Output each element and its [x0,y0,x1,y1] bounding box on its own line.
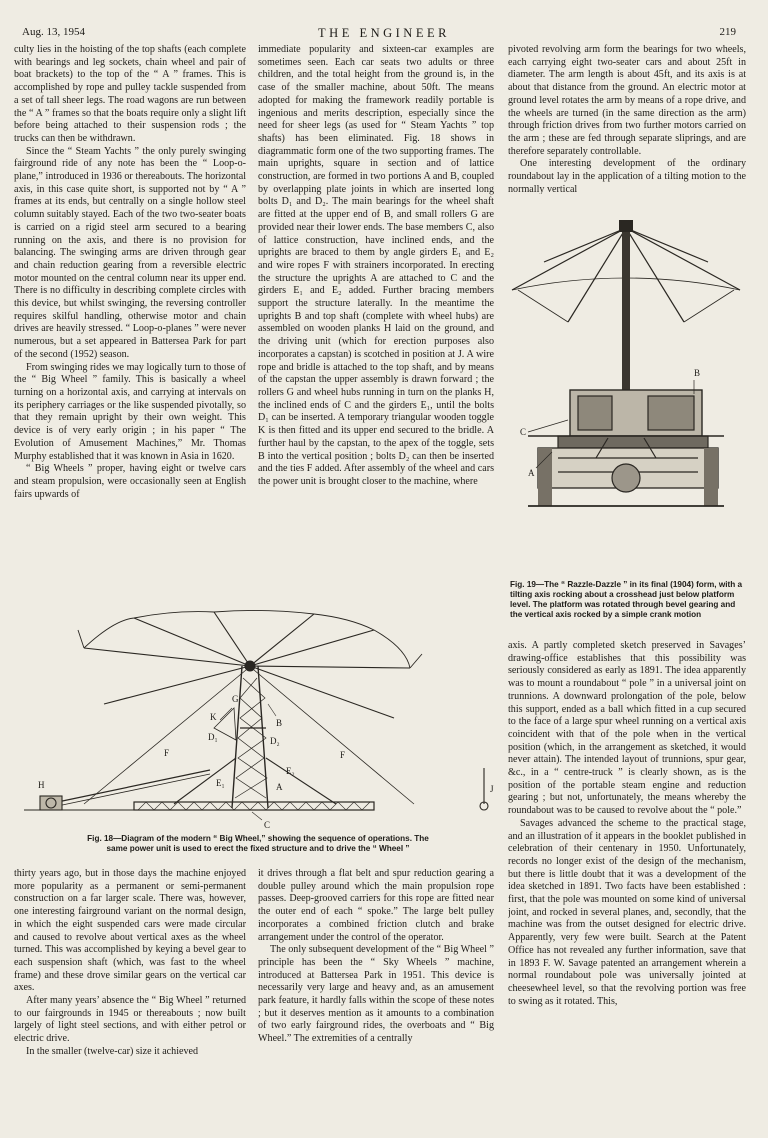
column-3-middle [508,640,746,1130]
paragraph: One interesting development of the ordinary roundabout lay in the application of a tilting motion to the normally vertical [508,158,746,194]
header-date: Aug. 13, 1954 [22,26,85,38]
paragraph: it drives through a flat belt and spur reduction gearing a double pulley around which the main propulsion rope passes. Deep-grooved carriers for this rope are fitted near the outer end of each “ spoke.” The large belt pulley incorporates a combined friction clutch and brake arrangement under the control of the operator. [258,868,494,943]
column-2-top [258,44,494,600]
fig18-caption-line-2: same power unit is used to erect the fixed structure and to drive the “ Wheel ” [106,844,410,853]
fig19-label-b: B [694,368,701,378]
fig18-label-g: G [232,694,239,704]
fig18-label-h: H [38,780,45,790]
fig19-razzle-dazzle-drawing [508,206,744,576]
paragraph: thirty years ago, but in those days the machine enjoyed more popularity as a permanent or semi-permanent construction on a far larger scale. There was, however, one interesting fairground variant on the normal design, in which the eight suspended cars were made circular and caused to revolve about vertical axes as the wheel turned. This was accomplished by keying a bevel gear to each suspension shaft (which, was fast to the wheel frame) and these drove similar gears on the vertical car axes. [14,868,246,994]
paragraph: pivoted revolving arm form the bearings for two wheels, each carrying eight two-seater cars and about 25ft in diameter. The arm length is about 45ft, and its axis is at about that distance from the ground. An electric motor at ground level rotates the arm by means of a rope drive, and the wheels are turned (in the same direction as the arm) through friction drives from two further motors carried on the arm ; these are fed through separate sliprings, and are therefore separately controllable. [508,44,746,157]
paragraph: Since the “ Steam Yachts ” the only purely swinging fairground ride of any note has been the “ Loop-o-plane,” introduced in 1936 or thereabouts. The horizontal axis, in this case quite short, is supported not by “ A ” frames at its ends, but centrally on a single hollow steel column suitably stayed. Each of the two two-seater boats is carried on a rigid steel arm secured to a bearing running on the axis, and there is no provision for balancing. The swinging arms are driven through gear and chain reduction gearing from a reversible electric motor mounted on the central column near its upper end. There is no difficulty in describing complete circles with this device, but whilst swinging, the reversing controller requires skilful handling, otherwise motor and chain drives are heavily stressed. “ Loop-o-planes ” were never numerous, but a set appeared in Battersea Park for part of the second (1952) season. [14,145,246,360]
column-2-bottom [258,868,494,1130]
fig18-caption-line-1: Fig. 18—Diagram of the modern “ Big Wheel,” showing the sequence of operations. The [87,834,429,843]
fig18-label-f1: F [164,748,170,758]
fig18-label-d1: D₁ [208,732,218,742]
fig18-label-d2: D₂ [270,736,280,746]
fig18-label-e1: E₁ [216,778,225,788]
paragraph: The only subsequent development of the “ Big Wheel ” principle has been the “ Sky Wheels ” machine, introduced at Battersea Park in 1951. This device is necessarily very large and heavy and, as an amusement park feature, it hardly falls within the scope of these notes ; but it deserves mention as it amounts to a combination of two early fairground rides, the overboats and “ Big Wheel.” The extremities of a centrally [258,944,494,1045]
fig18-label-a: A [276,782,283,792]
fig18-label-c: C [264,820,271,830]
fig18-label-b: B [276,718,283,728]
header-title: THE ENGINEER [318,26,450,40]
column-3-top [508,44,746,194]
fig18-label-f2: F [340,750,346,760]
column-1-bottom [14,868,246,1130]
paragraph: After many years’ absence the “ Big Wheel ” returned to our fairgrounds in 1945 or thereabouts ; now built largely of light steel sections, and with either petrol or electric drive. [14,995,246,1045]
paragraph: In the smaller (twelve-car) size it achieved [26,1045,199,1057]
column-1-top [14,44,246,600]
paragraph: culty lies in the hoisting of the top shafts (each complete with bearings and leg sockets, chain wheel and pair of boat brackets) to the top of the “ A ” frames. This is accomplished by rope and pulley tackle suspended from a set of tall sheer legs. The road wagons are run between the “ A ” frames so that the boats require only a slight lift before being attached to their suspension rods ; the trucks can then be withdrawn. [14,44,246,144]
fig19-label-a: A [528,468,535,478]
header-page-number: 219 [719,26,736,38]
fig19-caption: Fig. 19—The “ Razzle-Dazzle ” in its final (1904) form, with a tilting axis rocking about a crosshead just below platform level. The platform was rotated through bevel gearing and the vertical axis rocked by a simple crank motion [510,580,743,619]
paragraph: From swinging rides we may logically turn to those of the “ Big Wheel ” family. This is basically a wheel turning on a horizontal axis, and carrying at intervals on its periphery carriages or the like suspended pivotally, so that they remain upright by their own weight. This device is of very early origin ; in his paper “ The Evolution of Amusement Machines,” Mr. Thomas Murphy established that it was known in Asia in 1620. [14,361,246,462]
fig18-label-e2: E₂ [286,766,295,776]
fig18-label-k: K [210,712,217,722]
fig19-label-c: C [520,427,527,437]
fig18-caption [30,834,486,854]
paragraph: immediate popularity and sixteen-car examples are sometimes seen. Each car seats two adults or three children, and the total height from the ground is, in the case of the smaller machine, about 50ft. The means adopted for making the framework readily portable is ingenious and merits description, especially since the need for sheer legs (as used for “ Steam Yachts ” top shafts) has been eliminated. Fig. 18 shows in diagrammatic form one of the two supporting frames. The main uprights, square in section and of lattice construction, are formed in two portions A and B, coupled by overlapping plate joints in which are inserted long bolts D₁ and D₂. The main bearings for the wheel shaft are fitted at the upper end of B, and small rollers G are provided near their lower ends. The base members C, also of lattice construction, have inclined ends, and the uprights are braced to them by angle girders E₁ and E₂ and wire ropes F with strainers incorporated. In erecting the structure the uprights A are attached to C and the girders E₁ and E₂ added. Further bracing members support the structure laterally. In the meantime the uprights B and top shaft (complete with wheel hubs) are assembled on wooden planks H laid on the ground, and the driving unit (which for erection purposes also incorporates a capstan) is scotched in position at J. A wire rope and bridle is attached to the top shaft, and by means of the capstan the upper assembly is drawn forward ; the rollers G and wheel hubs running in turn on the planks H, the inclined ends of C and the girders E₁, until the bolts D₁ can be inserted. A temporary triangular wooden toggle K is then fitted and its upper end secured to the bridle. A further haul by the capstan, to the apex of the toggle, sets B into the vertical position ; bolts D₂ can then be inserted and the ties F added. After assembly of the wheel and cars the power unit is brought closer to the machine, where [258,44,494,487]
paragraph: axis. A partly completed sketch preserved in Savages’ drawing-office establishes that this possibility was seriously considered as early as 1891. The idea apparently was to mount a roundabout “ pole ” in a universal joint on trunnions. A downward prolongation of the pole, below this support, ended as a ball which fitted in a cup secured to the face of a large spur wheel running on a vertical axis coincident with that of the pole when in the vertical position (which, in the arrangement as sketched, it would never attain). The intended layout of trunnions, spur gear, &c., in a “ centre-truck ” is clearly shown, as is the position of the portable steam engine and reduction gearing ; but not, unfortunately, the means whereby the roundabout was to be caused to revolve about the “ pole.” [508,640,746,817]
paragraph: “ Big Wheels ” proper, having eight or twelve cars and steam propulsion, were occasionally seen at English fairs upwards of [14,463,246,500]
fig18-big-wheel-diagram [14,608,502,830]
fig18-label-j: J [490,784,494,794]
paragraph: Savages advanced the scheme to the practical stage, and an illustration of it appears in the booklet published in celebration of their centenary in 1950. Unfortunately, records no longer exist of the design of the mechanism, but there is little doubt that it was a development of the idea sketched in 1891. Two facts have been established : first, that the pole was mounted on some kind of universal joint, and rocked in several planes, and, secondly, that the machine was from the outset designed for electric drive. Apparently, very few were built. Search at the Patent Office has not revealed any further information, save that in 1893 F. W. Savage patented an arrangement wherein a normal roundabout pole was universally jointed at cheesewheel level, so that the revolving portion was free to swing as it rotated. This, [508,817,746,1007]
